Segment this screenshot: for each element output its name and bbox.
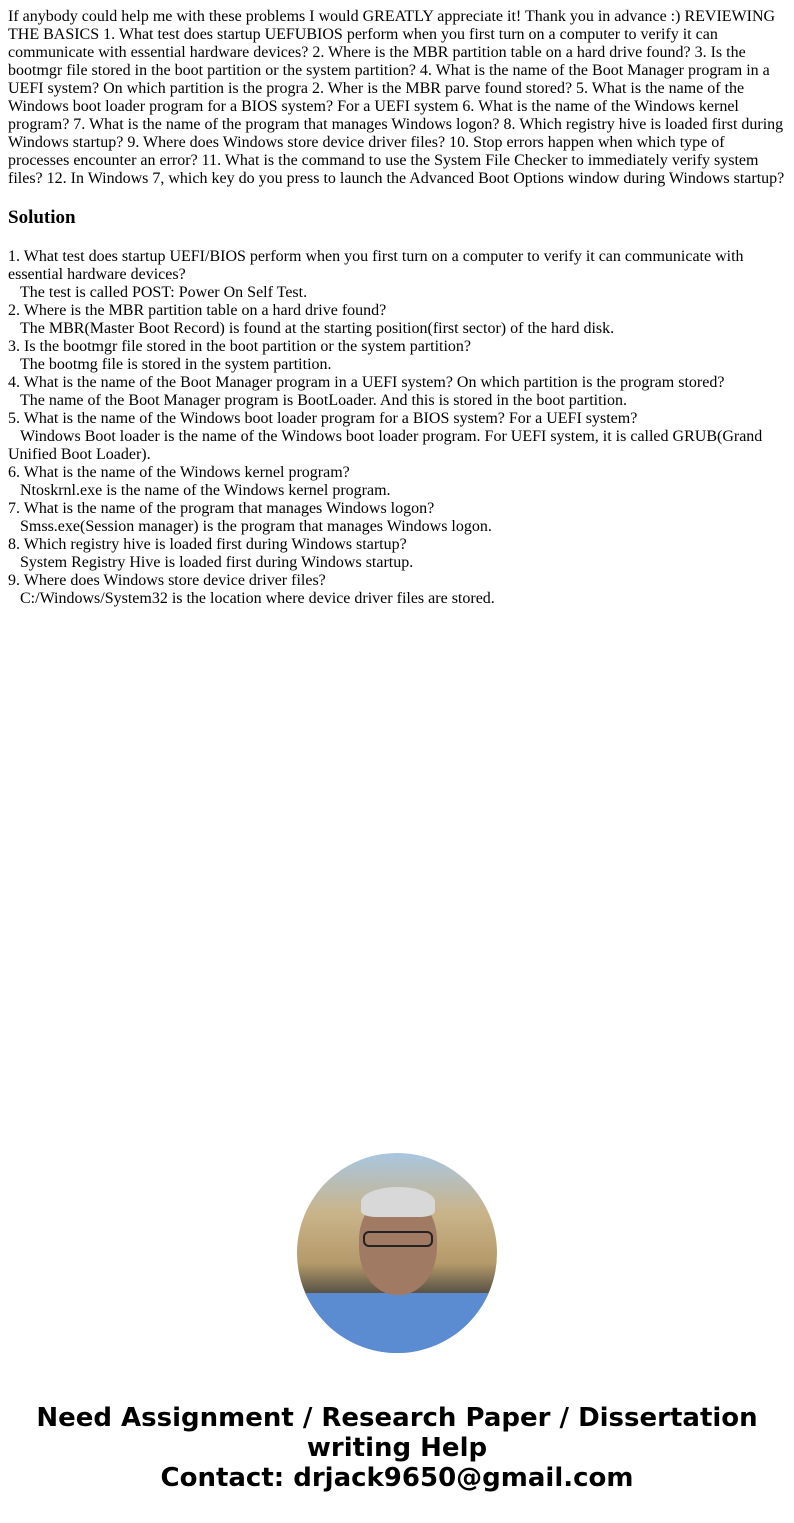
answer-text: Windows Boot loader is the name of the Windows boot loader program. For UEFI system, it is called GRUB(Grand Unified Boot Loader).	[8, 428, 763, 463]
answer-text: System Registry Hive is loaded first during Windows startup.	[20, 554, 414, 571]
shirt-shape	[297, 1293, 497, 1353]
answer-text: Smss.exe(Session manager) is the program that manages Windows logon.	[20, 518, 492, 535]
answer-text: The bootmg file is stored in the system partition.	[20, 356, 332, 373]
author-photo	[297, 1153, 497, 1353]
answer-question: 9. Where does Windows store device driver files?	[8, 572, 326, 589]
answer-text: The test is called POST: Power On Self Test.	[20, 284, 308, 301]
contact-banner	[0, 1403, 794, 1493]
question-text: If anybody could help me with these problems I would GREATLY appreciate it! Thank you in advance :) REVIEWING THE BASICS 1. What test does startup UEFUBIOS perform when you first turn on a computer to verify it can communicate with essential hardware devices? 2. Where is the MBR partition table on a hard drive found? 3. Is the bootmgr file stored in the boot partition or the system partition? 4. What is the name of the Boot Manager program in a UEFI system? On which partition is the progra 2. Wher is the MBR parve found stored? 5. What is the name of the Windows boot loader program for a BIOS system? For a UEFI system 6. What is the name of the Windows kernel program? 7. What is the name of the program that manages Windows logon? 8. Which registry hive is loaded first during Windows startup? 9. Where does Windows store device driver files? 10. Stop errors happen when which type of processes encounter an error? 11. What is the command to use the System File Checker to immediately verify system files? 12. In Windows 7, which key do you press to launch the Advanced Boot Options window during Windows startup?	[8, 8, 785, 187]
answer-question: 8. Which registry hive is loaded first during Windows startup?	[8, 536, 407, 553]
answer-text: The MBR(Master Boot Record) is found at the starting position(first sector) of the hard disk.	[20, 320, 615, 337]
answer-text: The name of the Boot Manager program is BootLoader. And this is stored in the boot partition.	[20, 392, 627, 409]
answer-question: 6. What is the name of the Windows kernel program?	[8, 464, 350, 481]
answer-question: 7. What is the name of the program that manages Windows logon?	[8, 500, 435, 517]
hair-shape	[361, 1187, 435, 1217]
solution-heading: Solution	[8, 207, 76, 228]
cta-line-2: writing Help	[306, 1433, 488, 1463]
answer-question: 1. What test does startup UEFI/BIOS perform when you first turn on a computer to verify it can communicate with essential hardware devices?	[8, 248, 744, 283]
cta-line-1: Need Assignment / Research Paper / Dissertation	[36, 1403, 758, 1433]
answer-question: 3. Is the bootmgr file stored in the boot partition or the system partition?	[8, 338, 472, 355]
glasses-shape	[363, 1231, 433, 1247]
answer-text: Ntoskrnl.exe is the name of the Windows kernel program.	[20, 482, 391, 499]
cta-contact: Contact: drjack9650@gmail.com	[160, 1463, 634, 1493]
answer-question: 5. What is the name of the Windows boot loader program for a BIOS system? For a UEFI system?	[8, 410, 638, 427]
answer-question: 4. What is the name of the Boot Manager program in a UEFI system? On which partition is the program stored?	[8, 374, 725, 391]
document	[0, 0, 794, 608]
answer-question: 2. Where is the MBR partition table on a hard drive found?	[8, 302, 387, 319]
solution-list	[8, 248, 786, 608]
answer-text: C:/Windows/System32 is the location where device driver files are stored.	[20, 590, 495, 607]
